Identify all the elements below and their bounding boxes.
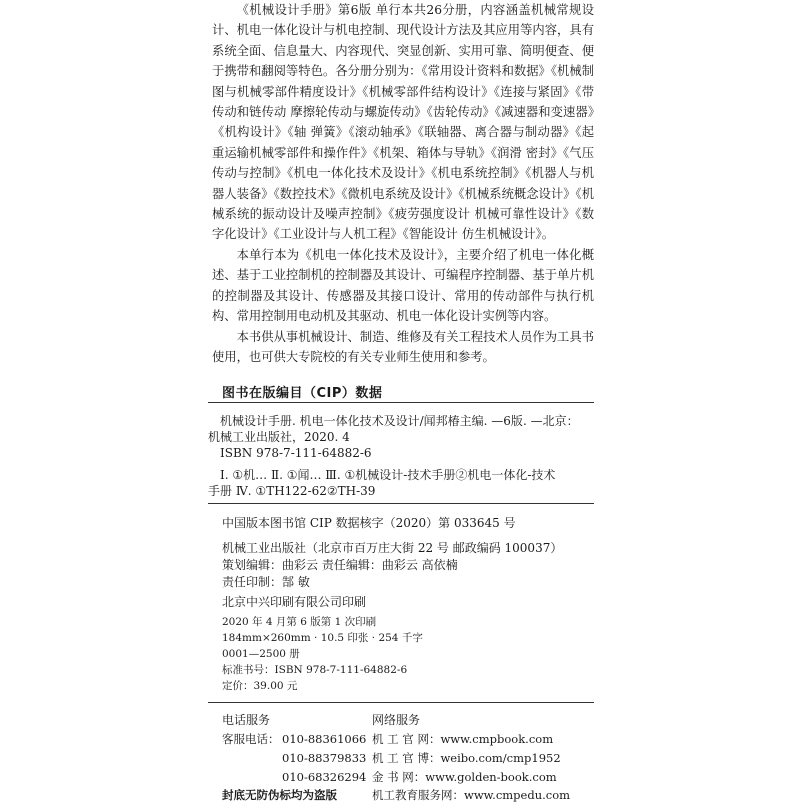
phone-number: 010-88361066 [282, 732, 367, 746]
network-service-heading: 网络服务 [372, 713, 421, 727]
website-row: 金 书 网：www.golden-book.com [372, 770, 557, 784]
divider [208, 702, 594, 703]
cip-record-number: 中国版本图书馆 CIP 数据核字（2020）第 033645 号 [222, 516, 516, 530]
service-phone-label: 客服电话： [222, 732, 280, 746]
cip-classification-line2: 手册 Ⅳ. ①TH122-62②TH-39 [208, 484, 376, 498]
website-row: 机 工 官 博：weibo.com/cmp1952 [372, 751, 561, 765]
edition-info: 2020 年 4 月第 6 版第 1 次印刷 [222, 616, 377, 628]
cip-citation-line2: 机械工业出版社，2020. 4 [208, 430, 350, 444]
price: 定价：39.00 元 [222, 680, 298, 692]
publisher-name: 机械工业出版社（北京市百万庄大街 22 号 邮政编码 100037） [222, 541, 563, 555]
cip-title: 图书在版编目（CIP）数据 [222, 386, 383, 401]
standard-book-number: 标准书号：ISBN 978-7-111-64882-6 [222, 664, 408, 676]
website-row: 机 工 官 网：www.cmpbook.com [372, 732, 554, 746]
cip-isbn: ISBN 978-7-111-64882-6 [220, 446, 372, 460]
phone-service-heading: 电话服务 [222, 713, 271, 727]
cip-classification-line1: Ⅰ. ①机… Ⅱ. ①闻… Ⅲ. ①机械设计-技术手册②机电一体化-技术 [220, 468, 556, 482]
intro-paragraph-volume: 本单行本为《机电一体化技术及设计》，主要介绍了机电一体化概述、基于工业控制机的控制器及其设计、可编程序控制器、基于单片机的控制器及其设计、传感器及其接口设计、常用的传动部件与执行机构、常用控制用电动机及其驱动、机电一体化设计实例等内容。 [212, 247, 594, 324]
format-info: 184mm×260mm · 10.5 印张 · 254 千字 [222, 632, 423, 644]
print-supervisor: 责任印制：郜 敏 [222, 575, 310, 589]
cip-data-box [208, 402, 594, 504]
phone-number: 010-88379833 [282, 751, 367, 765]
intro-text [212, 0, 594, 367]
intro-paragraph-audience: 本书供从事机械设计、制造、维修及有关工程技术人员作为工具书使用，也可供大专院校的有关专业师生使用和参考。 [212, 329, 594, 364]
intro-paragraph-series: 《机械设计手册》第6版 单行本共26分册，内容涵盖机械常规设计、机电一体化设计与机电控制、现代设计方法及其应用等内容，具有系统全面、信息量大、内容现代、突显创新、实用可靠、简明便查、便于携带和翻阅等特色。各分册分别为：《常用设计资料和数据》《机械制图与机械零部件精度设计》《机械零部件结构设计》《连接与紧固》《带传动和链传动 摩擦轮传动与螺旋传动》《齿轮传动》《减速器和变速器》《机构设计》《轴 弹簧》《滚动轴承》《联轴器、离合器与制动器》《起重运输机械零部件和操作件》《机架、箱体与导轨》《润滑 密封》《气压传动与控制》《机电一体化技术及设计》《机电系统控制》《机器人与机器人装备》《数控技术》《微机电系统及设计》《机械系统概念设计》《机械系统的振动设计及噪声控制》《疲劳强度设计 机械可靠性设计》《数字化设计》《工业设计与人机工程》《智能设计 仿生机械设计》。 [212, 3, 594, 242]
cip-citation-line1: 机械设计手册. 机电一体化技术及设计/闻邦椿主编. —6版. —北京： [220, 414, 579, 428]
print-run: 0001—2500 册 [222, 648, 300, 660]
printer: 北京中兴印刷有限公司印刷 [222, 595, 367, 609]
website-row: 机工教育服务网：www.cmpedu.com [372, 788, 571, 802]
anti-counterfeit-notice: 封底无防伪标均为盗版 [222, 788, 337, 802]
editors: 策划编辑：曲彩云 责任编辑：曲彩云 高依楠 [222, 558, 458, 572]
phone-number: 010-68326294 [282, 770, 367, 784]
